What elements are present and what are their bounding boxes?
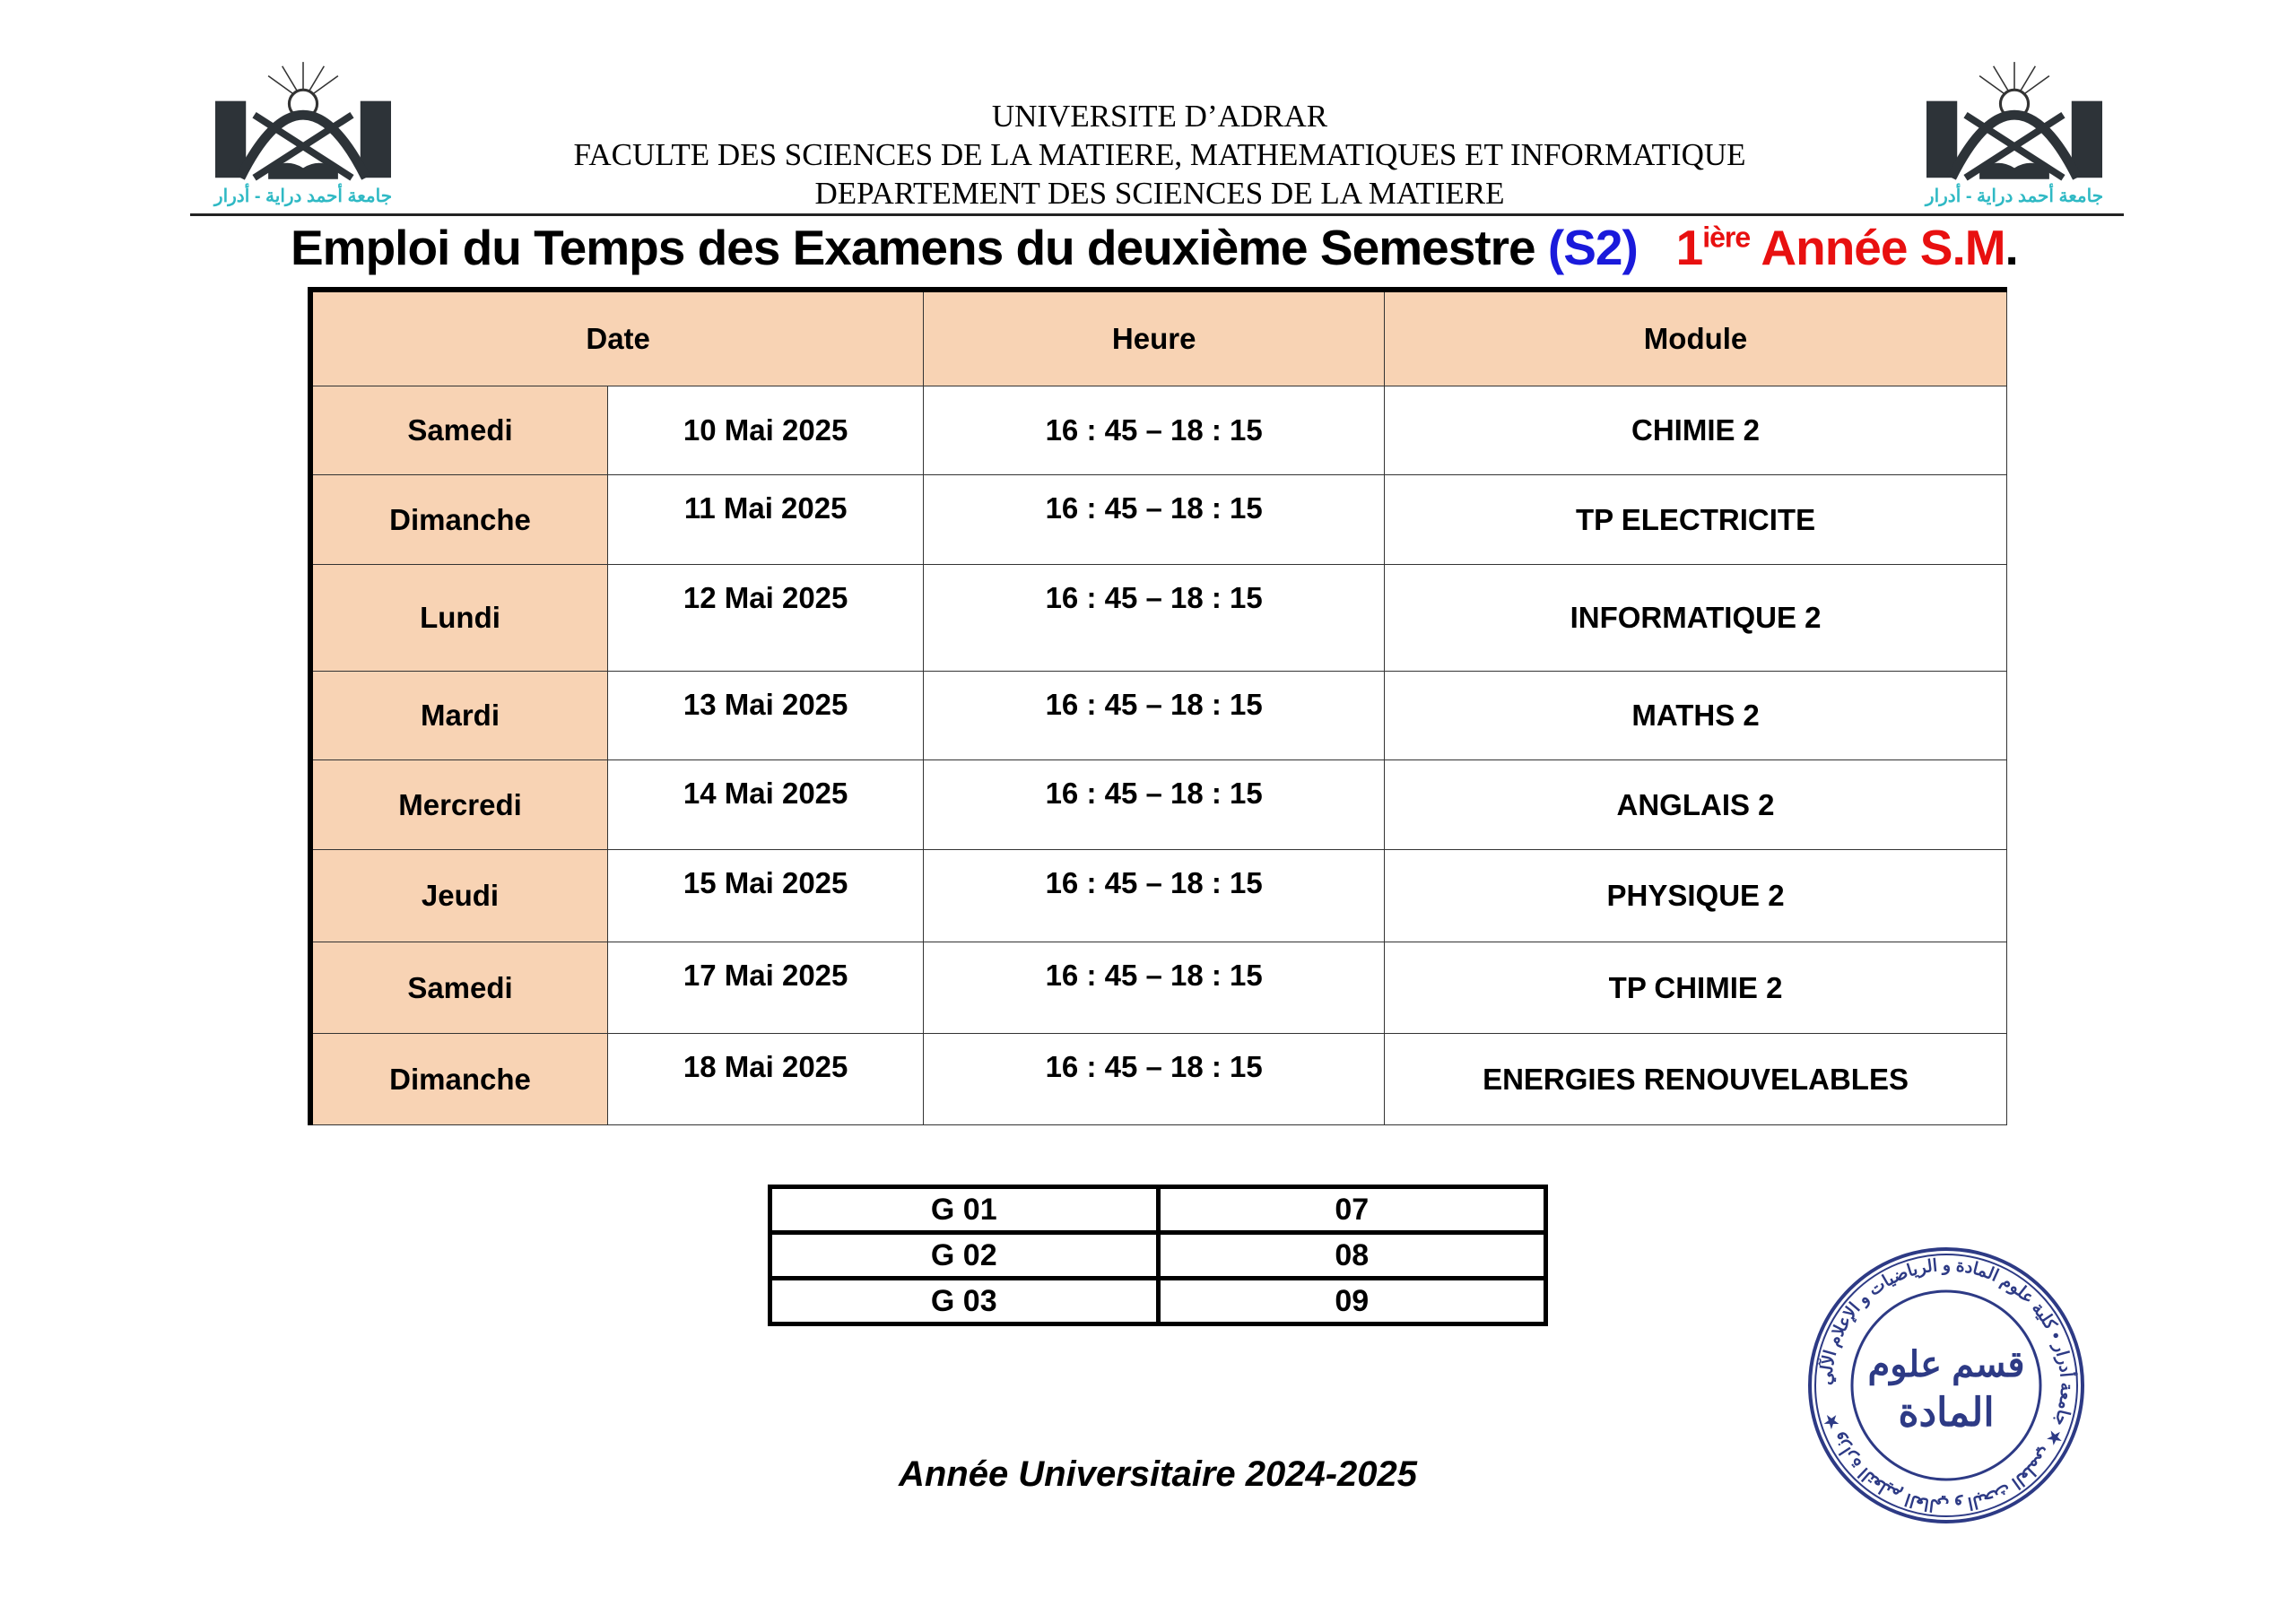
date-cell: 10 Mai 2025 (608, 386, 924, 475)
table-row (310, 672, 2007, 760)
table-row (310, 1034, 2007, 1125)
group-row (770, 1233, 1546, 1279)
title-year (1676, 220, 2005, 275)
column-header-heure: Heure (924, 290, 1385, 386)
table-row (310, 565, 2007, 672)
day-cell: Samedi (310, 386, 608, 475)
day-cell: Dimanche (310, 1034, 608, 1125)
group-group-cell: G 03 (770, 1279, 1159, 1324)
time-cell: 16 : 45 – 18 : 15 (924, 760, 1385, 850)
exam-schedule-table (308, 287, 2007, 1125)
academic-year: Année Universitaire 2024-2025 (898, 1454, 1418, 1494)
group-group-cell: G 01 (770, 1187, 1159, 1233)
group-row (770, 1279, 1546, 1324)
column-header-module: Module (1385, 290, 2007, 386)
column-header-date: Date (310, 290, 924, 386)
time-cell: 16 : 45 – 18 : 15 (924, 850, 1385, 942)
date-cell: 18 Mai 2025 (608, 1034, 924, 1125)
date-cell: 15 Mai 2025 (608, 850, 924, 942)
stamp-ring-text: وزارة التعليم العالي و البحث العلمي ★ جامعة أدرار • كلية علوم المادة و الرياضيات و الإعلام الآلي ★ (1816, 1255, 2076, 1515)
date-cell: 17 Mai 2025 (608, 942, 924, 1034)
institution-header (0, 97, 2296, 213)
table-row (310, 475, 2007, 565)
day-cell: Jeudi (310, 850, 608, 942)
department-name: DEPARTEMENT DES SCIENCES DE LA MATIERE (814, 176, 1505, 211)
logo-caption: جامعة أحمد دراية - أدرار (213, 187, 393, 206)
date-cell: 14 Mai 2025 (608, 760, 924, 850)
title-dot: . (2005, 220, 2018, 275)
group-group-cell: G 02 (770, 1233, 1159, 1279)
module-cell: ENERGIES RENOUVELABLES (1385, 1034, 2007, 1125)
group-value-cell: 09 (1158, 1279, 1546, 1324)
time-cell: 16 : 45 – 18 : 15 (924, 942, 1385, 1034)
title-semester: (S2) (1547, 220, 1638, 275)
module-cell: INFORMATIQUE 2 (1385, 565, 2007, 672)
day-cell: Mercredi (310, 760, 608, 850)
table-row (310, 850, 2007, 942)
table-row (310, 386, 2007, 475)
group-value-cell: 07 (1158, 1187, 1546, 1233)
day-cell: Samedi (310, 942, 608, 1034)
module-cell: CHIMIE 2 (1385, 386, 2007, 475)
time-cell: 16 : 45 – 18 : 15 (924, 475, 1385, 565)
time-cell: 16 : 45 – 18 : 15 (924, 565, 1385, 672)
date-cell: 13 Mai 2025 (608, 672, 924, 760)
module-cell: TP ELECTRICITE (1385, 475, 2007, 565)
group-value-cell: 08 (1158, 1233, 1546, 1279)
title-year-sup: ière (1702, 221, 1751, 254)
time-cell: 16 : 45 – 18 : 15 (924, 1034, 1385, 1125)
title-main: Emploi du Temps des Examens du deuxième Semestre (291, 220, 1548, 275)
page-title (291, 219, 2031, 276)
day-cell: Mardi (310, 672, 608, 760)
title-year-rest: Année S.M (1750, 220, 2005, 275)
stamp-center-line1: قسم علوم (1867, 1345, 2025, 1384)
module-cell: ANGLAIS 2 (1385, 760, 2007, 850)
date-cell: 12 Mai 2025 (608, 565, 924, 672)
day-cell: Lundi (310, 565, 608, 672)
department-stamp (1803, 1242, 2090, 1529)
header-divider (190, 213, 2124, 216)
groups-table (768, 1185, 1548, 1326)
module-cell: MATHS 2 (1385, 672, 2007, 760)
faculty-name: FACULTE DES SCIENCES DE LA MATIERE, MATHEMATIQUES ET INFORMATIQUE (573, 137, 1746, 172)
module-cell: PHYSIQUE 2 (1385, 850, 2007, 942)
logo-caption: جامعة أحمد دراية - أدرار (1925, 187, 2104, 206)
university-name: UNIVERSITE D’ADRAR (991, 99, 1328, 134)
table-row (310, 760, 2007, 850)
stamp-center-line2: المادة (1898, 1391, 1995, 1435)
date-cell: 11 Mai 2025 (608, 475, 924, 565)
title-year-num: 1 (1675, 220, 1703, 275)
module-cell: TP CHIMIE 2 (1385, 942, 2007, 1034)
table-row (310, 942, 2007, 1034)
day-cell: Dimanche (310, 475, 608, 565)
group-row (770, 1187, 1546, 1233)
time-cell: 16 : 45 – 18 : 15 (924, 386, 1385, 475)
time-cell: 16 : 45 – 18 : 15 (924, 672, 1385, 760)
